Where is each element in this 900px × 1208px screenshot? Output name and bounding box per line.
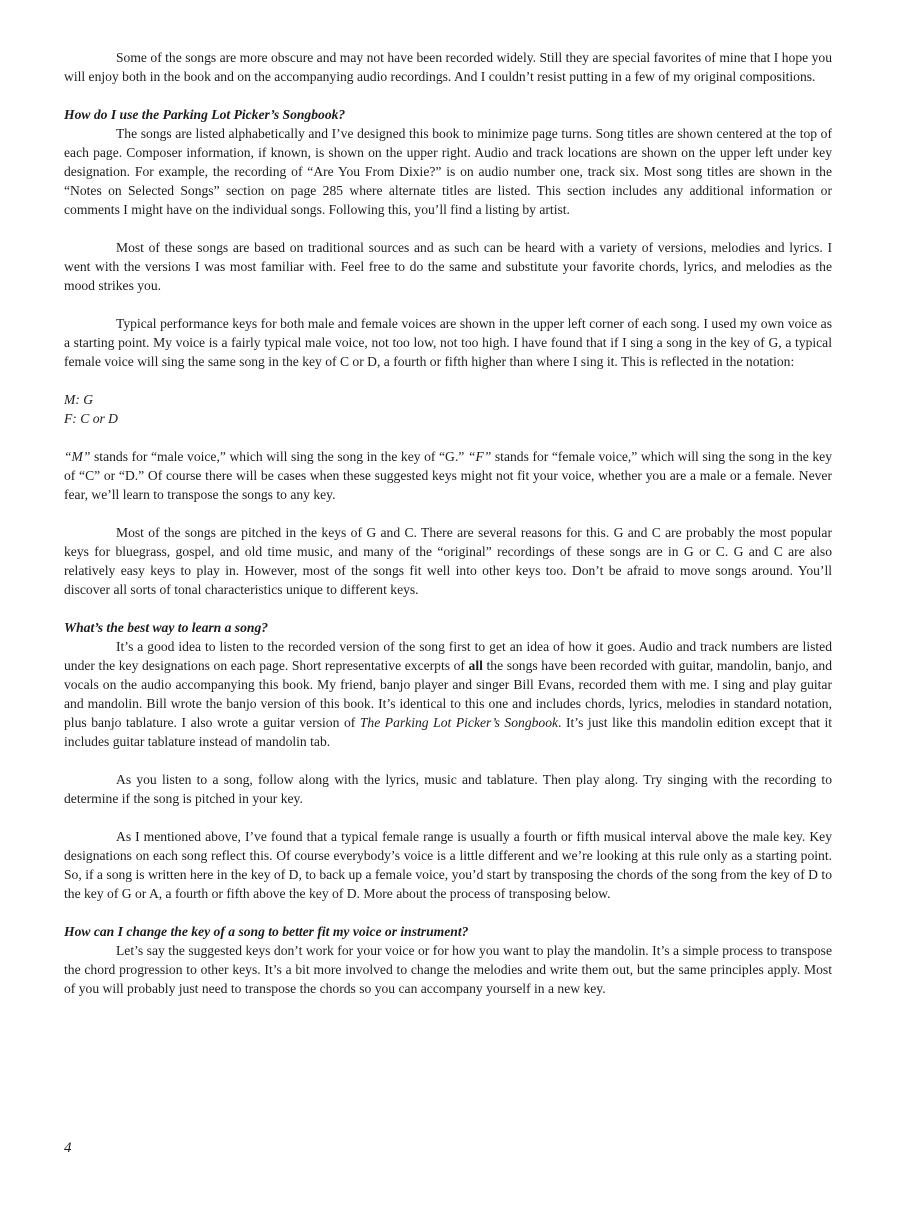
female-label: “F” — [467, 449, 492, 464]
book-title: The Parking Lot Picker’s Songbook — [359, 715, 559, 730]
paragraph-text: the songs have been recorded with guitar, mandolin, banjo, and vocals on the audio accompanying this book. My friend, banjo player and singer Bill Evans, recorded them with me. I sing and play guitar and mandolin. Bill wrote the banjo version of this book. It’s identical to this one and includes chords, lyrics, melodies in standard notation, plus banjo tablature. I also wrote a guitar version of — [64, 658, 832, 730]
paragraph — [64, 447, 832, 504]
paragraph — [64, 637, 832, 751]
section-heading-learn-song: What’s the best way to learn a song? — [64, 620, 269, 635]
paragraph: Typical performance keys for both male and female voices are shown in the upper left corner of each song. I used my own voice as a starting point. My voice is a fairly typical male voice, not too low, not too high. I have found that if I sing a song in the key of G, a typical female voice will sing the same song in the key of C or D, a fourth or fifth higher than where I sing it. This is reflected in the notation: — [64, 316, 832, 369]
intro-paragraph: Some of the songs are more obscure and may not have been recorded widely. Still they are special favorites of mine that I hope you will enjoy both in the book and on the accompanying audio recordings. And I couldn’t resist putting in a few of my original compositions. — [64, 50, 832, 84]
paragraph: As you listen to a song, follow along with the lyrics, music and tablature. Then play along. Try singing with the recording to determine if the song is pitched in your key. — [64, 772, 832, 806]
section-heading-change-key: How can I change the key of a song to better fit my voice or instrument? — [64, 924, 469, 939]
section-heading-how-to-use: How do I use the Parking Lot Picker’s Songbook? — [64, 107, 346, 122]
paragraph-text: stands for “female voice,” which will sing the song in the key of “C” or “D.” Of course there will be cases when these suggested keys might not fit your voice, whether you are a male or a female. Never fear, we’ll learn to transpose the songs to any key. — [64, 449, 832, 502]
key-notation-example — [64, 390, 832, 428]
paragraph: As I mentioned above, I’ve found that a typical female range is usually a fourth or fifth musical interval above the male key. Key designations on each song reflect this. Of course everybody’s voice is a little different and we’re looking at this rule only as a starting point. So, if a song is written here in the key of D, to back up a female voice, you’d start by transposing the chords of the song from the key of D to the key of G or A, a fourth or fifth above the key of D. More about the process of transposing below. — [64, 829, 832, 901]
bold-word: all — [468, 658, 483, 673]
paragraph: Most of the songs are pitched in the keys of G and C. There are several reasons for this. G and C are probably the most popular keys for bluegrass, gospel, and old time music, and many of the “original” recordings of these songs are in G or C. G and C are also relatively easy keys to play in. However, most of the songs fit well into other keys too. Don’t be afraid to move songs around. You’ll discover all sorts of tonal characteristics unique to different keys. — [64, 525, 832, 597]
paragraph-text: stands for “male voice,” which will sing the song in the key of “G.” — [90, 449, 468, 464]
page-number: 4 — [64, 1140, 72, 1156]
paragraph: Most of these songs are based on traditional sources and as such can be heard with a variety of versions, melodies and lyrics. I went with the versions I was most familiar with. Feel free to do the same and substitute your favorite chords, lyrics, and melodies as the mood strikes you. — [64, 240, 832, 293]
page-body — [64, 48, 832, 998]
paragraph-text: It’s a good idea to listen to the recorded version of the song first to get an idea of how it goes. Audio and track numbers are listed under the key designations on each page. Short representative excerpts of — [64, 639, 832, 673]
notation-female: F: C or D — [64, 411, 118, 426]
paragraph: Let’s say the suggested keys don’t work for your voice or for how you want to play the mandolin. It’s a simple process to transpose the chord progression to other keys. It’s a bit more involved to change the melodies and write them out, but the same principles apply. Most of you will probably just need to transpose the chords so you can accompany yourself in a new key. — [64, 943, 832, 996]
paragraph: The songs are listed alphabetically and I’ve designed this book to minimize page turns. Song titles are shown centered at the top of each page. Composer information, if known, is shown on the upper right. Audio and track locations are shown on the upper left under key designation. For example, the recording of “Are You From Dixie?” is on audio number one, track six. Most song titles are shown in the “Notes on Selected Songs” section on page 285 where alternate titles are listed. This section includes any additional information or comments I might have on the individual songs. Following this, you’ll find a listing by artist. — [64, 126, 832, 217]
paragraph-text: . It’s just like this mandolin edition except that it includes guitar tablature instead of mandolin tab. — [64, 715, 832, 749]
notation-male: M: G — [64, 392, 94, 407]
male-label: “M” — [64, 449, 91, 464]
